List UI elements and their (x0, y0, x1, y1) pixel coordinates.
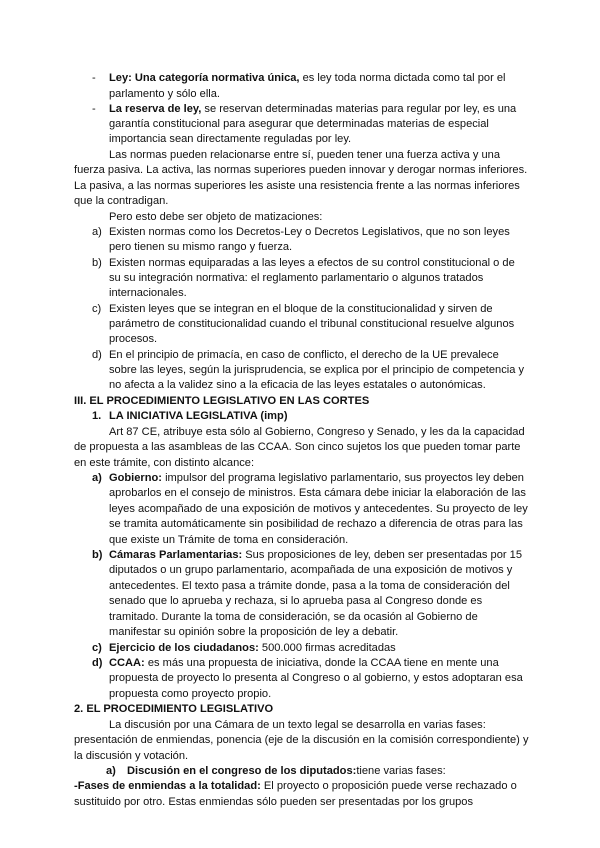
list-item-line: se tramita automáticamente sin posibilidad de rechazo a diferencia de otras para las (109, 518, 523, 530)
list-item-line: no afecta a la validez sino a la eficacia de las leyes estatales o autonómicas. (109, 379, 486, 391)
paragraph-line: presentación de enmiendas, ponencia (eje de la discusión en la comisión correspondiente) y (74, 734, 529, 746)
paragraph-line: la discusión y votación. (74, 750, 189, 762)
list-item-line: parámetro de constitucionalidad cuando el tribunal constitucional resuelve algunos (109, 318, 515, 330)
list-marker: a) (92, 226, 102, 238)
list-item-line: leyes acompañado de una exposición de motivos y antecedentes. Su proyecto de ley (109, 503, 528, 515)
list-marker: c) (92, 303, 102, 315)
list-marker: c) (92, 642, 102, 654)
bullet-reserva-cont: garantía constitucional para asegurar que determinadas materias de especial (109, 118, 489, 130)
list-item-line: En el principio de primacía, en caso de conflicto, el derecho de la UE prevalece (109, 349, 499, 361)
paragraph-line: en este trámite, con distinto alcance: (74, 457, 255, 469)
paragraph-line: de propuesta a las asambleas de las CCAA. Son cinco sujetos los que pueden tomar parte (74, 441, 521, 453)
paragraph-line: sustituido por otro. Estas enmiendas sólo pueden ser presentadas por los grupos (74, 796, 473, 808)
amendments-line: -Fases de enmiendas a la totalidad: El proyecto o proposición puede verse rechazado o (74, 780, 517, 792)
list-item-line: antecedentes. El texto pasa a trámite donde, pasa a la toma de consideración del (109, 580, 510, 592)
subsection-marker: 1. (92, 410, 102, 422)
bullet-marker: - (92, 103, 96, 115)
list-marker: a) (106, 765, 116, 777)
paragraph-line: Las normas pueden relacionarse entre sí, pueden tener una fuerza activa y una (109, 149, 500, 161)
list-item-line: senado que lo aprueba y rechaza, si lo aprueba pasa al Congreso donde es (109, 595, 483, 607)
list-marker: b) (92, 549, 103, 561)
list-item-line: internacionales. (109, 287, 187, 299)
initiative-gobierno: Gobierno: impulsor del programa legislativo parlamentario, sus proyectos ley deben (109, 472, 524, 484)
list-item-line: pero tienen su mismo rango y fuerza. (109, 241, 293, 253)
paragraph-line: que la contradigan. (74, 195, 169, 207)
bullet-reserva-heading: La reserva de ley, (109, 103, 202, 115)
initiative-camaras: Cámaras Parlamentarias: Sus proposiciones de ley, deben ser presentadas por 15 (109, 549, 522, 561)
list-item-line: sobre las leyes, según la jurisprudencia, se explica por el principio de competencia y (109, 364, 525, 376)
list-marker: d) (92, 657, 103, 669)
bullet-ley-cont: parlamento y sólo ella. (109, 88, 220, 100)
paragraph-line: Art 87 CE, atribuye esta sólo al Gobierno, Congreso y Senado, y les da la capacidad (109, 426, 525, 438)
list-item-line: Existen leyes que se integran en el bloque de la constitucionalidad y sirven de (109, 303, 493, 315)
initiative-ccaa: CCAA: es más una propuesta de iniciativa, donde la CCAA tiene en mente una (109, 657, 499, 669)
bullet-ley-text: es ley toda norma dictada como tal por el (299, 72, 506, 84)
list-item-line: propuesta de proyecto lo presenta al Congreso o al gobierno, y estos adoptaran esa (109, 672, 523, 684)
bullet-ley-line (109, 71, 505, 86)
subsection-heading: 2. EL PROCEDIMIENTO LEGISLATIVO (74, 703, 274, 715)
list-item-line: que existe un Trámite de toma en consideración. (109, 534, 349, 546)
list-marker: b) (92, 257, 102, 269)
list-item-line: tramitado. Durante la toma de consideración, se da ocasión al Gobierno de (109, 611, 478, 623)
bullet-reserva-line (109, 102, 516, 117)
list-marker: d) (92, 349, 102, 361)
discussion-congreso: Discusión en el congreso de los diputados:tiene varias fases: (127, 765, 446, 777)
paragraph-line: fuerza pasiva. La activa, las normas superiores pueden innovar y derogar normas inferiores. (74, 164, 528, 176)
list-item-line: su su integración normativa: el reglamento parlamentario o algunos tratados (109, 272, 484, 284)
paragraph-line: Pero esto debe ser objeto de matizaciones: (109, 211, 323, 223)
bullet-ley-heading: Ley: Una categoría normativa única, (109, 72, 300, 84)
initiative-ciudadanos: Ejercicio de los ciudadanos: 500.000 firmas acreditadas (109, 642, 396, 654)
list-marker: a) (92, 472, 102, 484)
bullet-reserva-text: se reservan determinadas materias para regular por ley, es una (201, 103, 517, 115)
list-item-line: procesos. (109, 333, 158, 345)
paragraph-line: La discusión por una Cámara de un texto legal se desarrolla en varias fases: (109, 719, 486, 731)
subsection-heading: LA INICIATIVA LEGISLATIVA (imp) (109, 410, 288, 422)
list-item-line: diputados o un grupo parlamentario, acompañada de una exposición de motivos y (109, 564, 513, 576)
list-item-line: propuesta como proyecto propio. (109, 688, 272, 700)
bullet-reserva-cont: importancia sean directamente reguladas por ley. (109, 133, 352, 145)
paragraph-line: La pasiva, a las normas superiores les asiste una resistencia frente a las normas inferiores (74, 180, 520, 192)
list-item-line: Existen normas equiparadas a las leyes a efectos de su control constitucional o de (109, 257, 515, 269)
bullet-marker: - (92, 72, 96, 84)
section-heading: III. EL PROCEDIMIENTO LEGISLATIVO EN LAS CORTES (74, 395, 370, 407)
list-item-line: manifestar su opinión sobre la proposición de ley a debatir. (109, 626, 399, 638)
list-item-line: Existen normas como los Decretos-Ley o Decretos Legislativos, que no son leyes (109, 226, 510, 238)
list-item-line: aprobarlos en el consejo de ministros. Esta cámara debe iniciar la elaboración de las (109, 487, 526, 499)
